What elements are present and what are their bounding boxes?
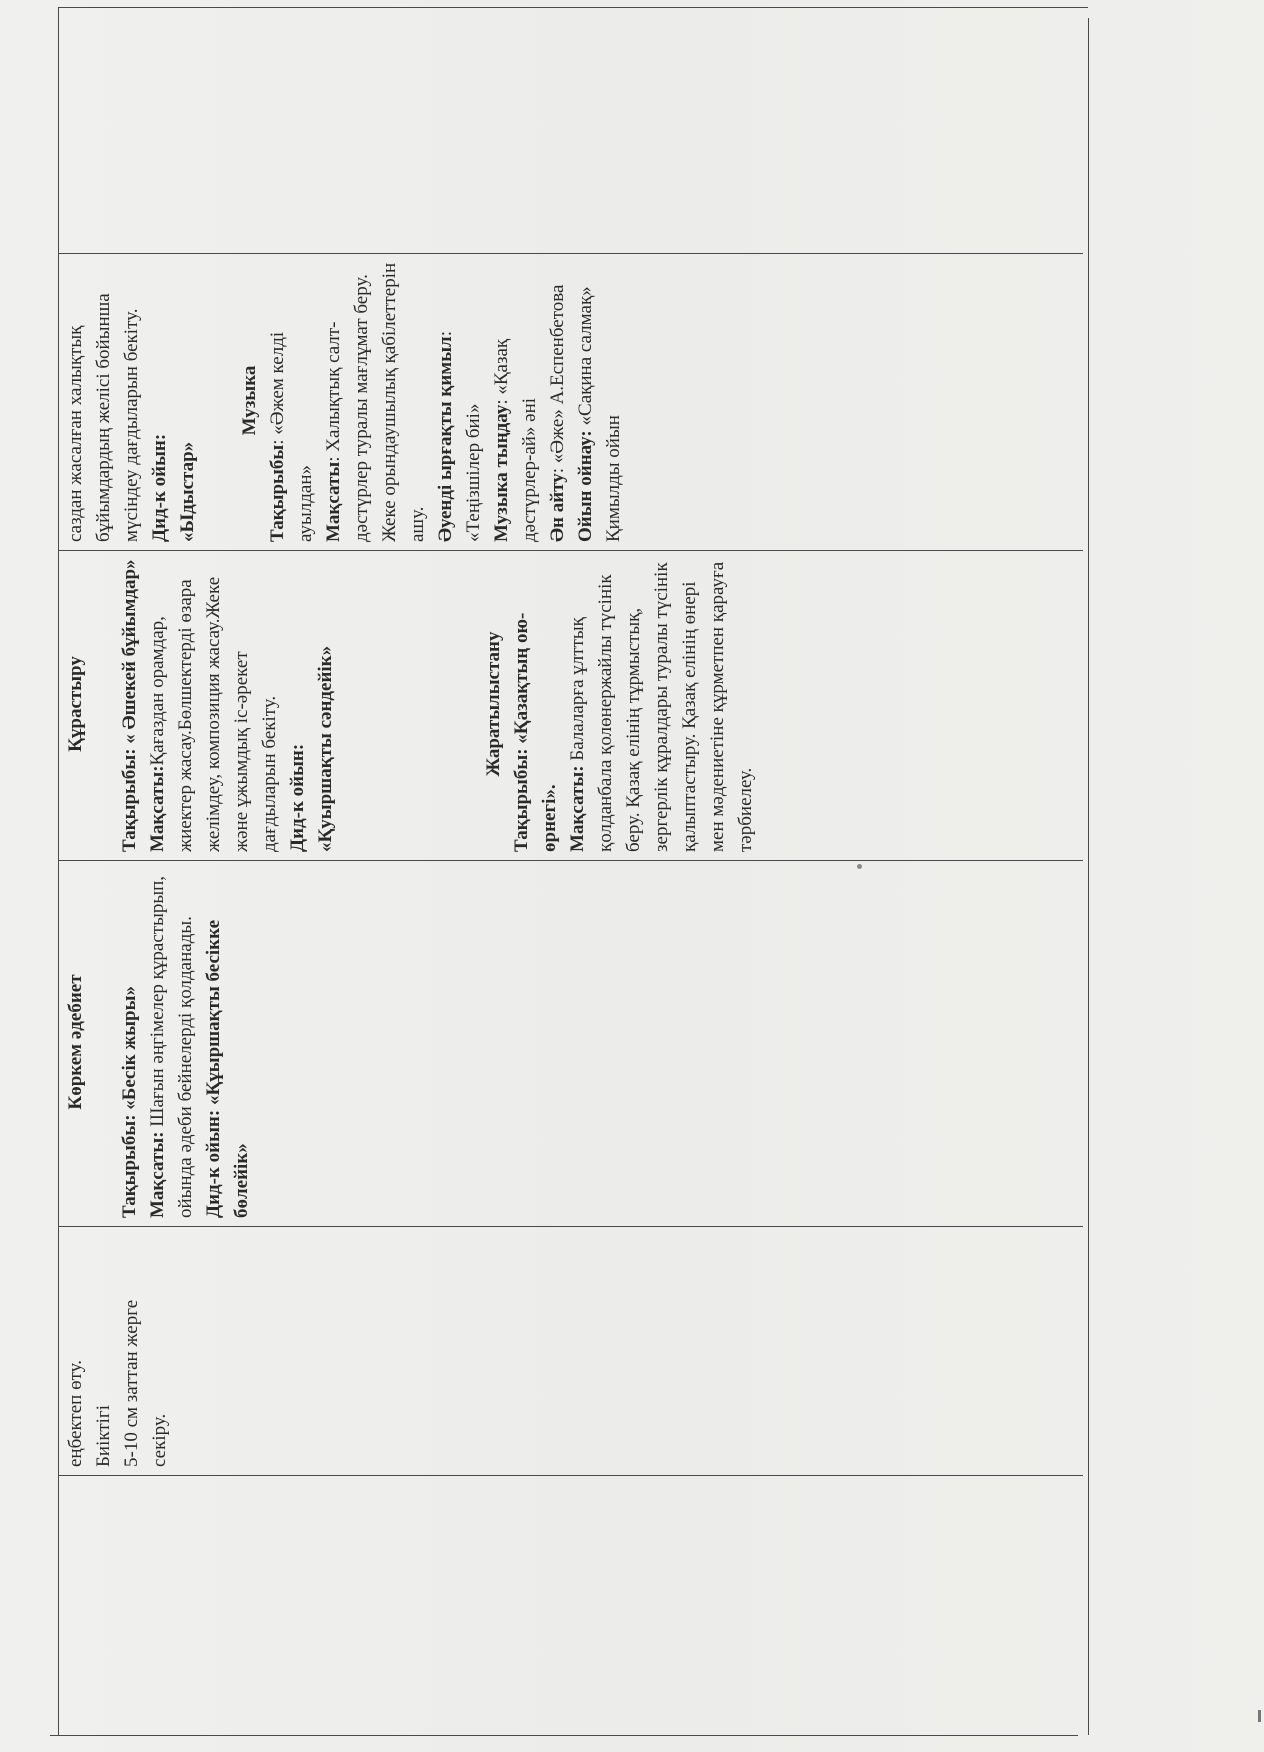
table-border-bottom (50, 1735, 1078, 1736)
heading-music: Музыка (239, 365, 260, 436)
cell-empty-end (58, 55, 1068, 253)
text-line: секіру. (149, 1413, 170, 1467)
goal2-line: Мақсаты: Балаларға ұлттық қолданбала қолөнержайлы түсінік беру. Қазақ елінің тұрмыстық, зергерлік құралдары туралы түсінік қалыптастыру. Қазақ елінің өнері мен мәдениетіне құрметпен қарауға тәрбиелеу. (567, 561, 756, 852)
cell-empty-start (58, 1485, 1068, 1735)
cell-literature (58, 860, 1068, 1226)
text-line: еңбектеп өту. (65, 1360, 86, 1467)
scan-edge-mark (1258, 1710, 1261, 1722)
rhythm-line: Әуенді ырғақты қимыл: «Теңізшілер биі» (435, 331, 484, 542)
heading-natural-science: Жаратылыстану (483, 631, 504, 777)
rotated-table-content (58, 55, 1068, 1735)
topic2-line: Тақырыбы: «Қазақтың ою- өрнегі». (511, 612, 560, 852)
scan-speck (857, 864, 862, 869)
listen-line: Музыка тыңдау: «Қазақ дәстүрлер-ай» әні (491, 338, 540, 542)
sing-line: Ән айту: «Әже» А.Еспенбетова (547, 284, 568, 542)
goal-line: Мақсаты:Қағаздан орамдар, жиектер жасау.Бөлшектерді өзара желімдеу, композиция жасау.Жеке және ұжымдық іс-әрекет дағдыларын бекіту. (147, 576, 280, 852)
topic-line: Тақырыбы: « Әшекей бұйымдар» (119, 559, 140, 852)
cell-physical-activity (58, 1226, 1068, 1475)
cell-construction (58, 550, 1068, 860)
text-line: Биіктігі (93, 1405, 114, 1467)
play-line: Ойын ойнау: «Сақина салмақ» Қимылды ойын (575, 286, 624, 542)
topic-line: Тақырыбы: «Әжем келді ауылдан» (267, 331, 316, 542)
game-value: «Ыдыстар» (177, 441, 198, 542)
table-border-right (1088, 18, 1089, 1735)
topic-line: Тақырыбы: «Бесік жыры» (119, 986, 140, 1218)
modeling-text: саздан жасалған халықтық бұйымдардың желісі бойынша мүсіндеу дағдыларын бекіту. (65, 293, 142, 542)
goal-line: Мақсаты: Халықтық салт-дәстүрлер туралы мағлұмат беру. Жеке орындаушылық қабілеттерін ашу. (323, 262, 428, 542)
table-border-top (58, 7, 1088, 8)
game-line: Дид-к ойын: «Құыршақты бесікке бөлейік» (203, 919, 252, 1218)
cell-modeling-music (58, 253, 1068, 550)
text-line: 5-10 см заттан жерге (121, 1299, 142, 1467)
game-value: «Қуыршақты сәндейік» (315, 645, 336, 852)
heading-literature: Көркем әдебиет (65, 974, 86, 1110)
goal-line: Мақсаты: Шағын әңгімелер құрастырып, ойында әдеби бейнелерді қолданады. (147, 875, 196, 1218)
game-label: Дид-к ойын: (287, 743, 308, 852)
heading-construction: Құрастыру (65, 656, 86, 752)
game-label: Дид-к ойын: (149, 433, 170, 542)
